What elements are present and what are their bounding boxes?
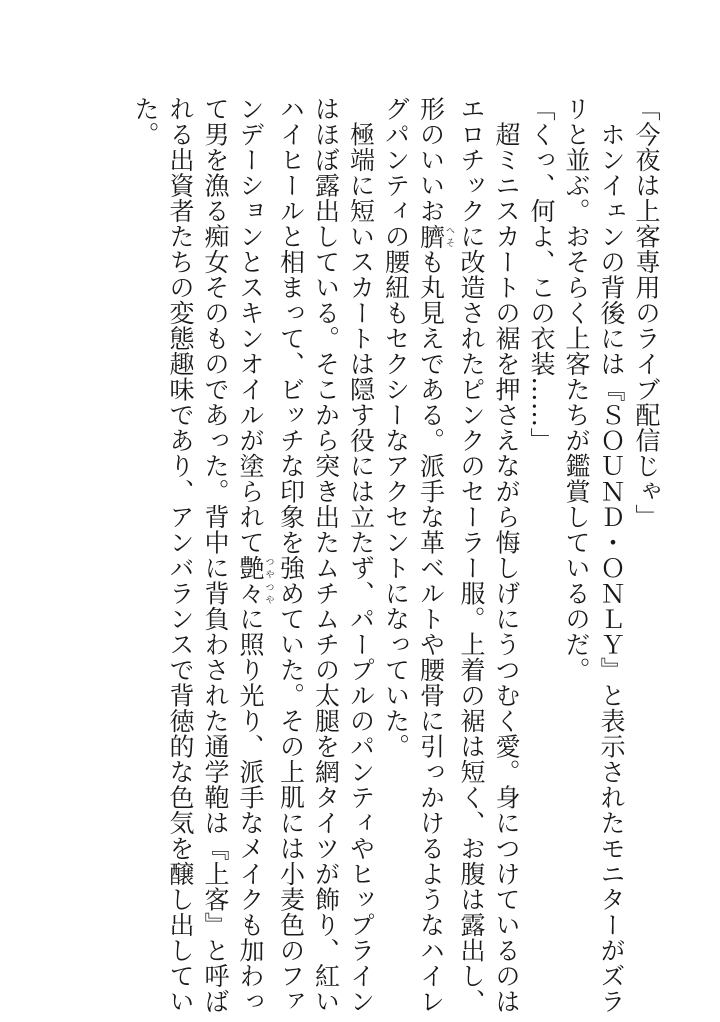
vertical-text-body [128, 96, 664, 1014]
ruby-base: 臍 [416, 223, 446, 249]
text-line: 「くっ、何よ、この衣装……」 [527, 96, 556, 453]
text-line: 超ミニスカートの裾を押さえながら悔しげにうつむく愛。身につけているのは [492, 96, 521, 1014]
text-line: た。 [131, 96, 160, 147]
text-line: グパンティの腰紐もセクシーなアクセントになっていた。 [381, 96, 411, 759]
text-line: れる出資者たちの変態趣味であり、アンバランスで背徳的な色気を醸し出してい [166, 96, 195, 1014]
ruby-reading: つやつや [263, 555, 274, 606]
ruby-word [416, 223, 454, 250]
text-line: 「今夜は上客専用のライブ配信じゃ」 [632, 96, 661, 530]
text-line: はほぼ露出している。そこから突き出たムチムチの太腿を網タイツが飾り、紅い [311, 96, 341, 1014]
text-line: エロチックに改造されたピンクのセーラー服。上着の裾は短く、お腹は露出し、 [457, 96, 486, 1014]
text-segment: も丸見えである。派手な革ベルトや腰骨に引っかけるようなハイレ [416, 249, 446, 1014]
text-line: ハイヒールと相まって、ビッチな印象を強めていた。その上肌には小麦色のファ [276, 96, 306, 1014]
text-segment: に照り光り、派手なメイクも加わっ [236, 606, 265, 1014]
text-segment: 形のいいお [416, 96, 446, 224]
text-segment: ンデーションとスキンオイルが塗られて [236, 96, 265, 555]
text-line [233, 96, 274, 1014]
text-line [414, 96, 455, 1014]
text-line: リと並ぶ。おそらく上客たちが鑑賞しているのだ。 [562, 96, 591, 683]
ruby-word [236, 555, 274, 606]
text-line: て男を漁る痴女そのものであった。背中に背負わされた通学鞄は『上客』と呼ば [201, 96, 230, 1014]
text-line: ホンイェンの背後には『ＳＯＵＮＤ・ＯＮＬＹ』と表示されたモニターがズラ [597, 96, 626, 1014]
ruby-reading: へそ [444, 223, 454, 249]
ruby-base: 艶々 [236, 555, 265, 606]
text-line: 極端に短いスカートは隠す役には立たず、パープルのパンティやヒップライン [346, 96, 376, 1014]
